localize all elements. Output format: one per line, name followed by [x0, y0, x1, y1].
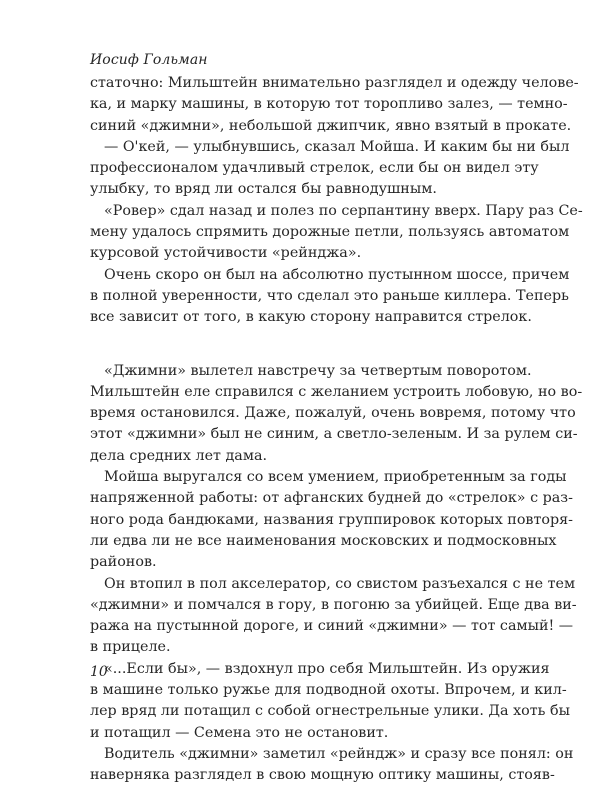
text-line: время остановился. Даже, пожалуй, очень вовремя, потому что — [90, 405, 576, 422]
text-line: улыбку, то вряд ли остался бы равнодушным. — [90, 181, 437, 198]
text-line: Мойша выругался со всем умением, приобретенным за годы — [104, 469, 567, 486]
text-line: ли едва ли не все наименования московских и подмосковных — [90, 532, 557, 549]
text-line: дела средних лет дама. — [90, 447, 268, 464]
text-line: и потащил — Семена это не остановит. — [90, 724, 389, 741]
body-text — [90, 73, 583, 787]
section-break — [90, 329, 500, 361]
text-line: этот «джимни» был не синим, а светло-зеленым. И за рулем си- — [90, 426, 578, 443]
text-line: ража на пустынной дороге, и синий «джимни» — тот самый! — — [90, 618, 574, 635]
text-line: лер вряд ли потащил с собой огнестрельные улики. Да хоть бы — [90, 703, 570, 720]
text-line: районов. — [90, 554, 157, 571]
text-line: ка, и марку машины, в которую тот торопливо залез, — темно- — [90, 96, 568, 113]
text-line: все зависит от того, в какую сторону направится стрелок. — [90, 309, 532, 326]
text-line: Очень скоро он был на абсолютно пустынном шоссе, причем — [104, 266, 570, 283]
text-line: «...Если бы», — вздохнул про себя Мильштейн. Из оружия — [104, 660, 550, 677]
text-line: профессионалом удачливый стрелок, если бы он видел эту — [90, 160, 539, 177]
text-line: Мильштейн еле справился с желанием устроить лобовую, но во- — [90, 383, 583, 400]
text-line: синий «джимни», небольшой джипчик, явно взятый в прокате. — [90, 117, 572, 134]
text-line: курсовой устойчивости «рейнджа». — [90, 245, 362, 262]
text-line: в машине только ружье для подводной охоты. Впрочем, и кил- — [90, 682, 567, 699]
text-line: «джимни» и помчался в гору, в погоню за убийцей. Еще два ви- — [90, 596, 577, 613]
text-line: статочно: Мильштейн внимательно разглядел и одежду челове- — [90, 75, 579, 91]
text-line: наверняка разглядел в свою мощную оптику машины, стояв- — [90, 767, 555, 784]
text-line: в полной уверенности, что сделал это раньше киллера. Теперь — [90, 287, 569, 304]
text-line: в прицеле. — [90, 639, 171, 656]
text-line: Он втопил в пол акселератор, со свистом разъехался с не тем — [104, 575, 576, 592]
page-number: 10 — [90, 664, 108, 680]
text-line: напряженной работы: от афганских будней до «стрелок» с раз- — [90, 490, 573, 507]
text-line: ного рода бандюками, названия группировок которых повторя- — [90, 511, 574, 528]
text-line: «Джимни» вылетел навстречу за четвертым поворотом. — [104, 362, 532, 379]
running-header-author: Иосиф Гольман — [90, 52, 208, 68]
text-line: «Ровер» сдал назад и полез по серпантину вверх. Пару раз Се- — [104, 202, 583, 219]
text-line: Водитель «джимни» заметил «рейндж» и сразу все понял: он — [104, 745, 574, 762]
text-line: — О'кей, — улыбнувшись, сказал Мойша. И каким бы ни был — [104, 138, 570, 155]
text-line: мену удалось спрямить дорожные петли, пользуясь автоматом — [90, 224, 570, 241]
